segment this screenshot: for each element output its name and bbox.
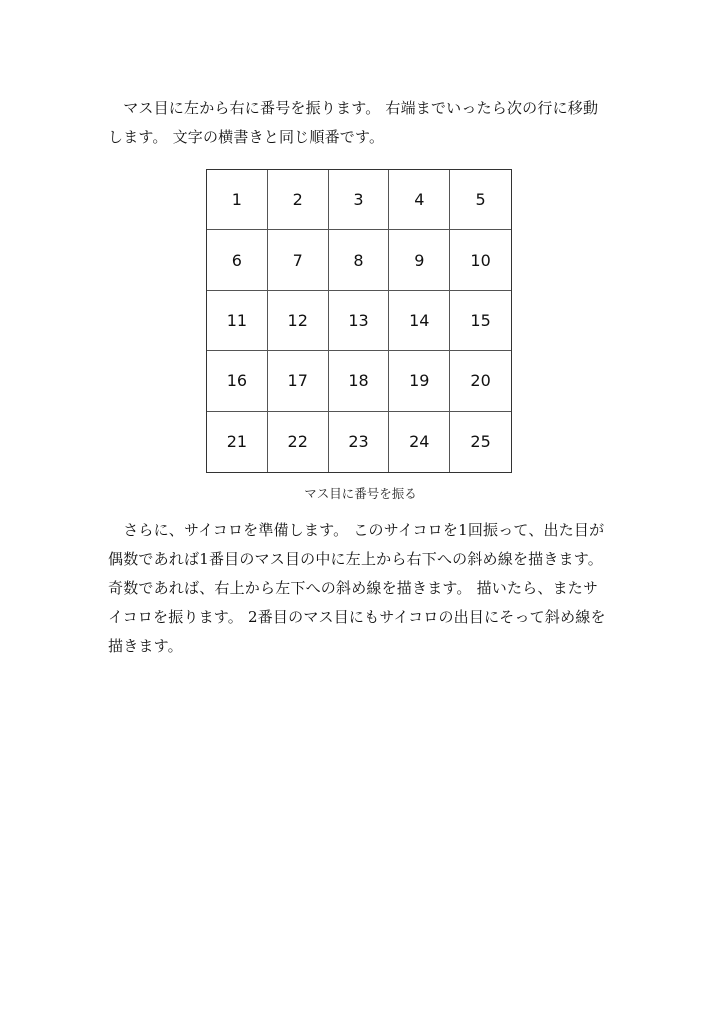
- grid-cell: 4: [389, 170, 450, 230]
- figure-caption: マス目に番号を振る: [304, 486, 417, 501]
- grid-cell: 15: [450, 291, 511, 351]
- grid-cell: 11: [207, 291, 268, 351]
- numbered-grid: [206, 169, 512, 473]
- paragraph-line: します。 文字の横書きと同じ順番です。: [108, 128, 385, 146]
- grid-cell: 5: [450, 170, 511, 230]
- grid-cell: 12: [268, 291, 329, 351]
- grid-cell: 20: [450, 351, 511, 411]
- grid-cell: 16: [207, 351, 268, 411]
- intro-paragraph: [108, 94, 614, 152]
- grid-cell: 1: [207, 170, 268, 230]
- grid-cell: 19: [389, 351, 450, 411]
- grid-cell: 10: [450, 230, 511, 290]
- grid-cell: 18: [329, 351, 390, 411]
- grid-cell: 6: [207, 230, 268, 290]
- grid-cell: 21: [207, 412, 268, 472]
- grid-cell: 13: [329, 291, 390, 351]
- paragraph-line: イコロを振ります。 2番目のマス目にもサイコロの出目にそって斜め線を: [108, 608, 606, 626]
- dice-paragraph: [108, 516, 614, 661]
- grid-cell: 24: [389, 412, 450, 472]
- grid-cell: 8: [329, 230, 390, 290]
- paragraph-line: 奇数であれば、右上から左下への斜め線を描きます。 描いたら、またサ: [108, 579, 599, 597]
- paragraph-line: 描きます。: [108, 637, 183, 655]
- paragraph-line: さらに、サイコロを準備します。 このサイコロを1回振って、出た目が: [108, 521, 605, 539]
- grid-cell: 22: [268, 412, 329, 472]
- grid-cell: 17: [268, 351, 329, 411]
- grid-cell: 23: [329, 412, 390, 472]
- grid-cell: 25: [470, 432, 491, 452]
- grid-cell: 2: [268, 170, 329, 230]
- grid-cell: 7: [268, 230, 329, 290]
- paragraph-line: マス目に左から右に番号を振ります。 右端までいったら次の行に移動: [108, 99, 599, 117]
- grid-cell: 9: [389, 230, 450, 290]
- grid-cell: 14: [389, 291, 450, 351]
- grid-cell: 3: [329, 170, 390, 230]
- paragraph-line: 偶数であれば1番目のマス目の中に左上から右下への斜め線を描きます。: [108, 550, 603, 568]
